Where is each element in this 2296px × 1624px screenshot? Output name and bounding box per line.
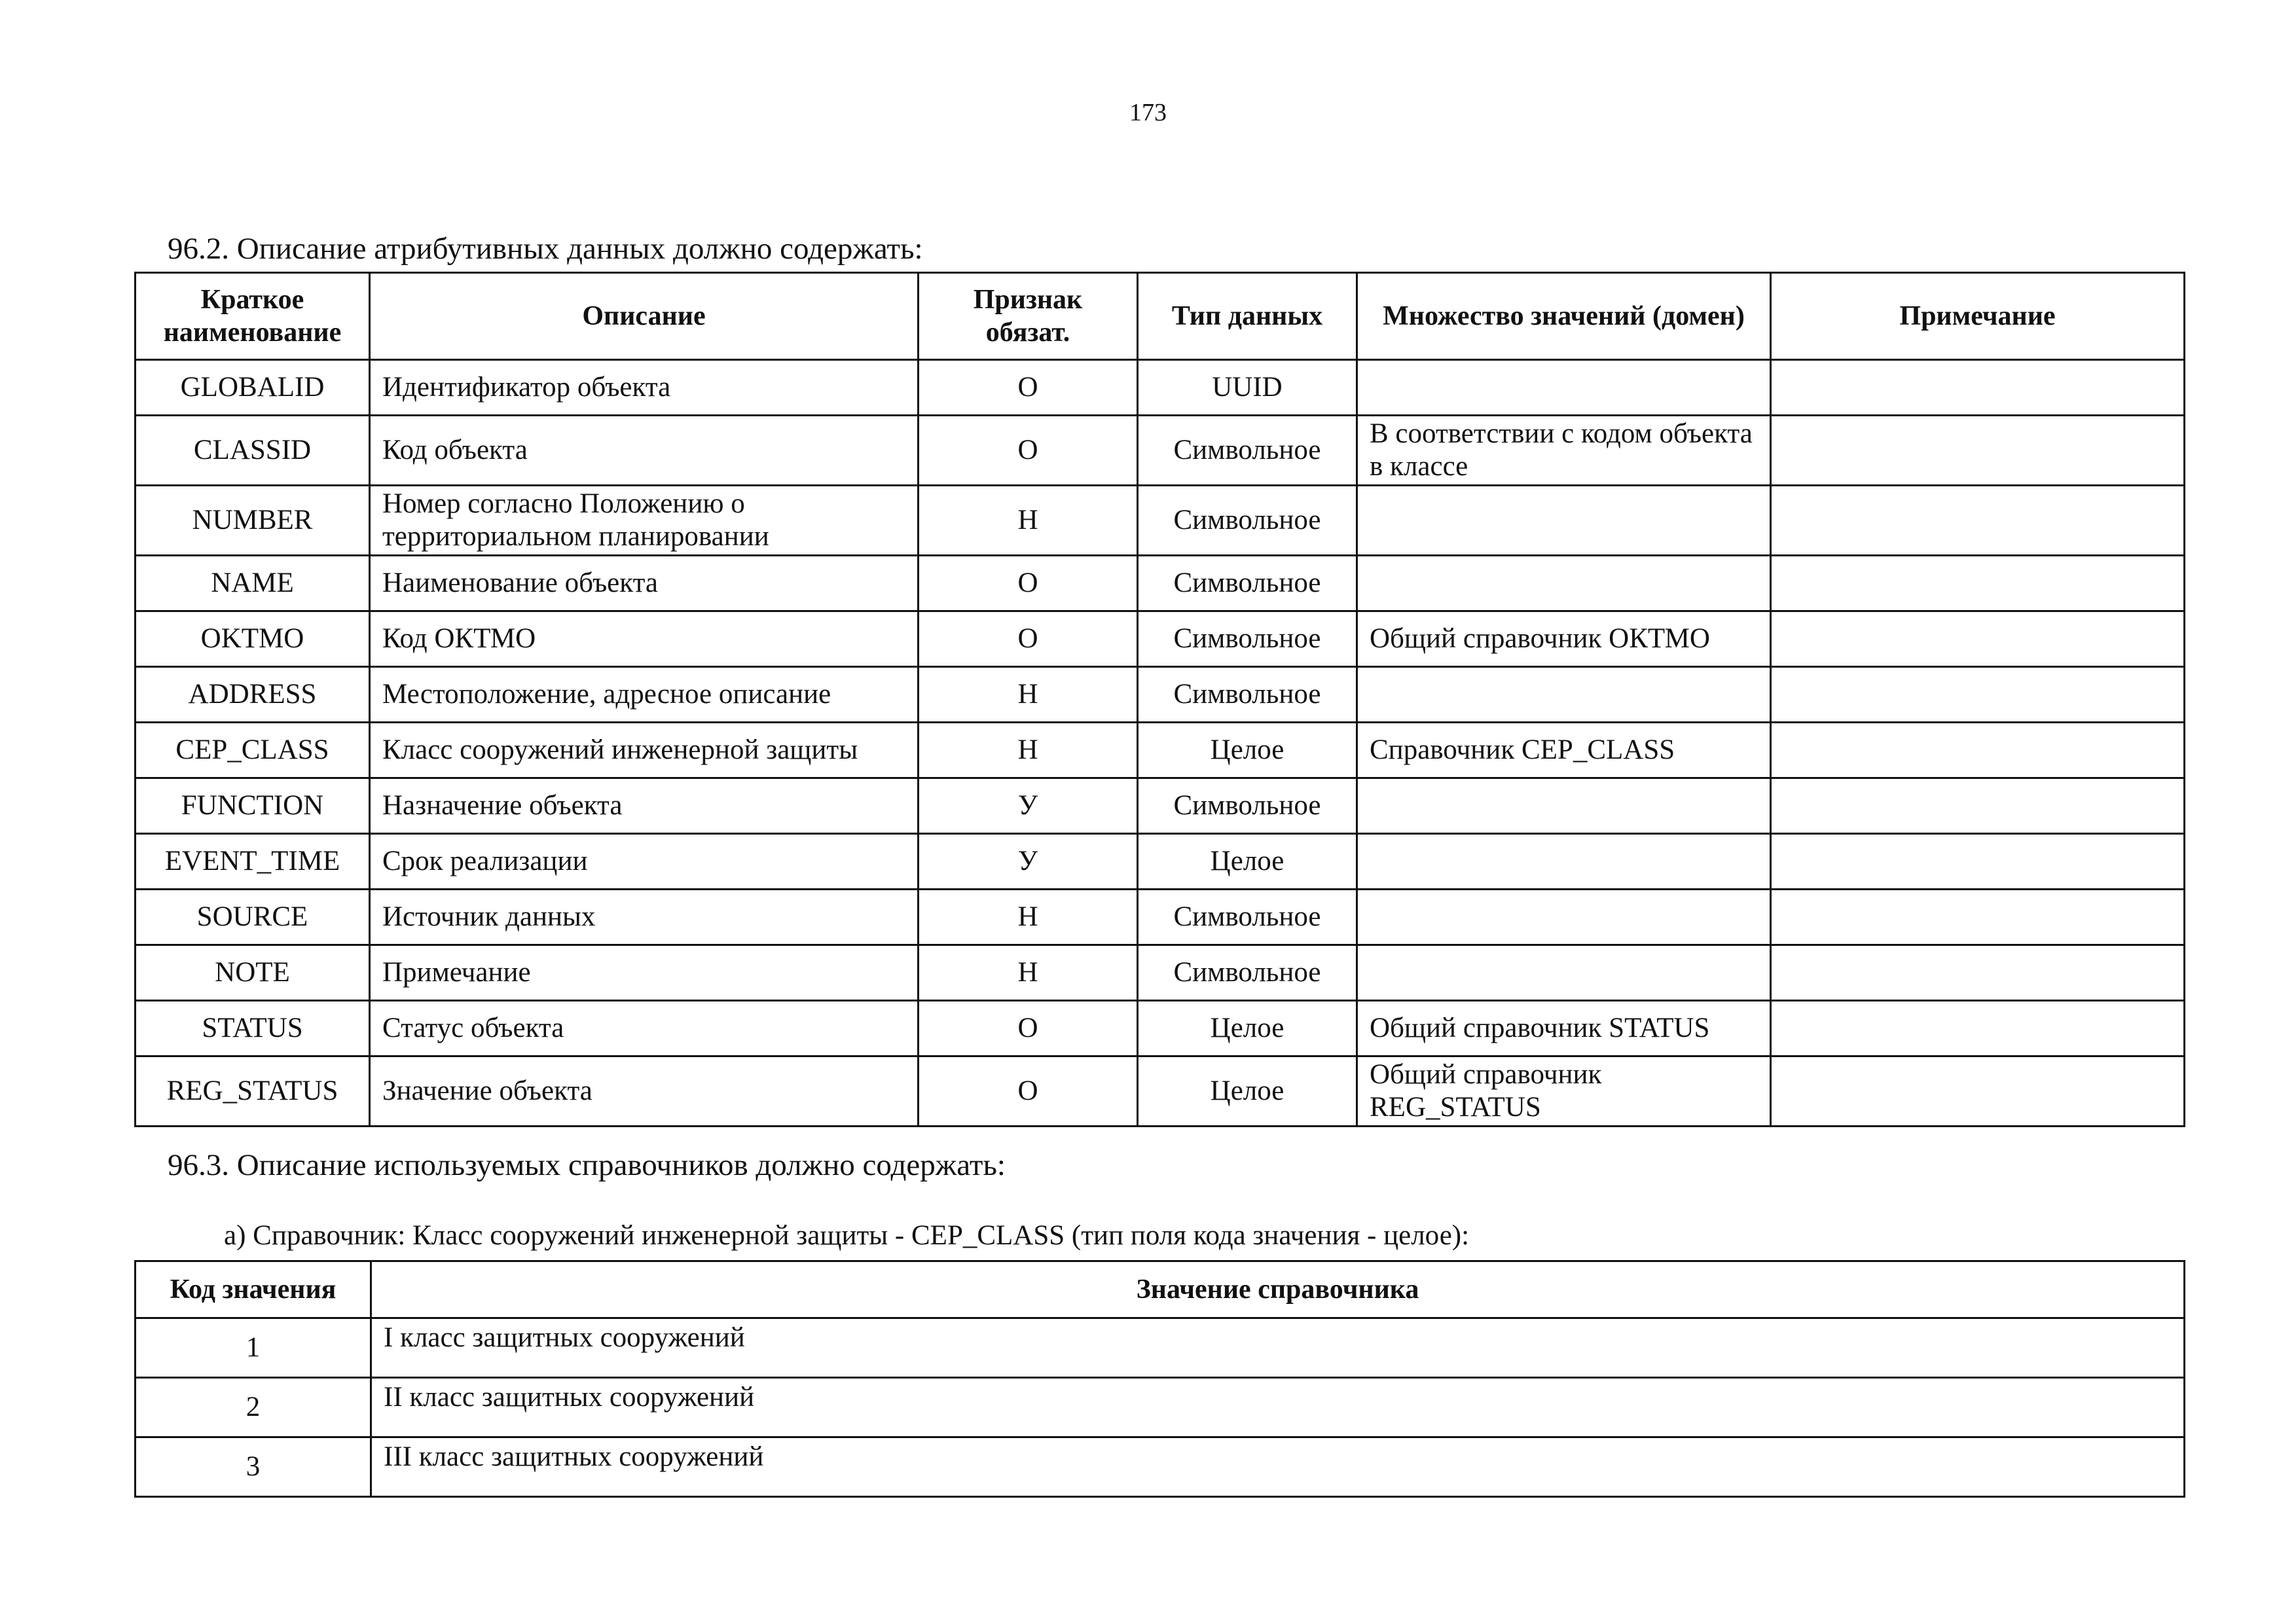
cell-note: [1771, 778, 2185, 834]
cell-data-type: Целое: [1138, 1001, 1357, 1056]
table-row: [136, 556, 2185, 611]
table-row: [136, 667, 2185, 723]
header-data-type: Тип данных: [1138, 273, 1357, 360]
cell-domain: [1357, 556, 1771, 611]
reference-table-cep-class: [134, 1260, 2185, 1498]
header-required: Признак обязат.: [919, 273, 1138, 360]
cell-short-name: FUNCTION: [136, 778, 370, 834]
cell-note: [1771, 1001, 2185, 1056]
cell-short-name: REG_STATUS: [136, 1056, 370, 1127]
table-row: [136, 1437, 2185, 1497]
table-row: [136, 778, 2185, 834]
cell-note: [1771, 486, 2185, 556]
cell-short-name: EVENT_TIME: [136, 834, 370, 890]
cell-description: Наименование объекта: [370, 556, 919, 611]
cell-note: [1771, 416, 2185, 486]
section-title-96-3: 96.3. Описание используемых справочников должно содержать:: [168, 1148, 1006, 1182]
cell-required: О: [919, 611, 1138, 667]
cell-short-name: STATUS: [136, 1001, 370, 1056]
cell-code: 3: [136, 1437, 371, 1497]
header-description: Описание: [370, 273, 919, 360]
table-row: [136, 416, 2185, 486]
cell-note: [1771, 945, 2185, 1001]
cell-required: У: [919, 834, 1138, 890]
header-short-name: Краткое наименование: [136, 273, 370, 360]
cell-domain: [1357, 667, 1771, 723]
cell-short-name: CLASSID: [136, 416, 370, 486]
cell-data-type: Символьное: [1138, 486, 1357, 556]
cell-domain: [1357, 778, 1771, 834]
cell-domain: [1357, 890, 1771, 945]
table-row: [136, 723, 2185, 778]
cell-description: Примечание: [370, 945, 919, 1001]
cell-short-name: OKTMO: [136, 611, 370, 667]
table-row: [136, 890, 2185, 945]
cell-required: О: [919, 556, 1138, 611]
cell-domain: [1357, 360, 1771, 416]
table-row: [136, 945, 2185, 1001]
cell-short-name: NUMBER: [136, 486, 370, 556]
cell-data-type: Символьное: [1138, 416, 1357, 486]
cell-required: У: [919, 778, 1138, 834]
cell-note: [1771, 667, 2185, 723]
attribute-table: [134, 272, 2185, 1127]
cell-required: Н: [919, 945, 1138, 1001]
cell-domain: Общий справочник ОКТМО: [1357, 611, 1771, 667]
cell-note: [1771, 556, 2185, 611]
cell-note: [1771, 360, 2185, 416]
cell-data-type: Символьное: [1138, 890, 1357, 945]
reference-table-header: [136, 1261, 2185, 1318]
cell-required: Н: [919, 667, 1138, 723]
cell-required: О: [919, 416, 1138, 486]
cell-data-type: Символьное: [1138, 556, 1357, 611]
table-row: [136, 1056, 2185, 1127]
cell-data-type: Символьное: [1138, 945, 1357, 1001]
cell-required: О: [919, 1001, 1138, 1056]
cell-data-type: Целое: [1138, 1056, 1357, 1127]
cell-short-name: CEP_CLASS: [136, 723, 370, 778]
cell-domain: [1357, 834, 1771, 890]
cell-code: 1: [136, 1318, 371, 1378]
subsection-title-a: а) Справочник: Класс сооружений инженерной защиты - CEP_CLASS (тип поля кода значения - целое):: [224, 1220, 1470, 1251]
cell-data-type: UUID: [1138, 360, 1357, 416]
cell-data-type: Целое: [1138, 723, 1357, 778]
cell-required: О: [919, 1056, 1138, 1127]
cell-required: О: [919, 360, 1138, 416]
table-row: [136, 1318, 2185, 1378]
cell-domain: Общий справочник STATUS: [1357, 1001, 1771, 1056]
cell-value: III класс защитных сооружений: [371, 1437, 2185, 1497]
cell-data-type: Символьное: [1138, 667, 1357, 723]
cell-description: Код ОКТМО: [370, 611, 919, 667]
cell-note: [1771, 723, 2185, 778]
cell-description: Класс сооружений инженерной защиты: [370, 723, 919, 778]
cell-domain: [1357, 486, 1771, 556]
header-value: Значение справочника: [371, 1261, 2185, 1318]
cell-required: Н: [919, 890, 1138, 945]
section-title-96-2: 96.2. Описание атрибутивных данных должно содержать:: [168, 232, 923, 266]
cell-note: [1771, 1056, 2185, 1127]
table-row: [136, 834, 2185, 890]
table-row: [136, 1001, 2185, 1056]
cell-required: Н: [919, 723, 1138, 778]
cell-short-name: SOURCE: [136, 890, 370, 945]
cell-required: Н: [919, 486, 1138, 556]
table-row: [136, 1378, 2185, 1437]
cell-description: Назначение объекта: [370, 778, 919, 834]
cell-data-type: Символьное: [1138, 611, 1357, 667]
cell-domain: В соответствии с кодом объекта в классе: [1357, 416, 1771, 486]
cell-description: Срок реализации: [370, 834, 919, 890]
cell-description: Идентификатор объекта: [370, 360, 919, 416]
cell-domain: Общий справочник REG_STATUS: [1357, 1056, 1771, 1127]
cell-short-name: NOTE: [136, 945, 370, 1001]
page-number: 173: [1129, 99, 1167, 126]
cell-description: Статус объекта: [370, 1001, 919, 1056]
cell-code: 2: [136, 1378, 371, 1437]
cell-note: [1771, 611, 2185, 667]
cell-value: I класс защитных сооружений: [371, 1318, 2185, 1378]
header-code: Код значения: [136, 1261, 371, 1318]
cell-description: Значение объекта: [370, 1056, 919, 1127]
cell-data-type: Целое: [1138, 834, 1357, 890]
cell-domain: [1357, 945, 1771, 1001]
table-row: [136, 486, 2185, 556]
table-row: [136, 611, 2185, 667]
cell-domain: Справочник CEP_CLASS: [1357, 723, 1771, 778]
header-note: Примечание: [1771, 273, 2185, 360]
cell-note: [1771, 890, 2185, 945]
cell-description: Номер согласно Положению о территориальном планировании: [370, 486, 919, 556]
header-domain: Множество значений (домен): [1357, 273, 1771, 360]
cell-data-type: Символьное: [1138, 778, 1357, 834]
cell-description: Местоположение, адресное описание: [370, 667, 919, 723]
cell-description: Источник данных: [370, 890, 919, 945]
cell-short-name: NAME: [136, 556, 370, 611]
cell-value: II класс защитных сооружений: [371, 1378, 2185, 1437]
cell-note: [1771, 834, 2185, 890]
table-row: [136, 360, 2185, 416]
cell-short-name: GLOBALID: [136, 360, 370, 416]
cell-description: Код объекта: [370, 416, 919, 486]
cell-short-name: ADDRESS: [136, 667, 370, 723]
attribute-table-header: [136, 273, 2185, 360]
